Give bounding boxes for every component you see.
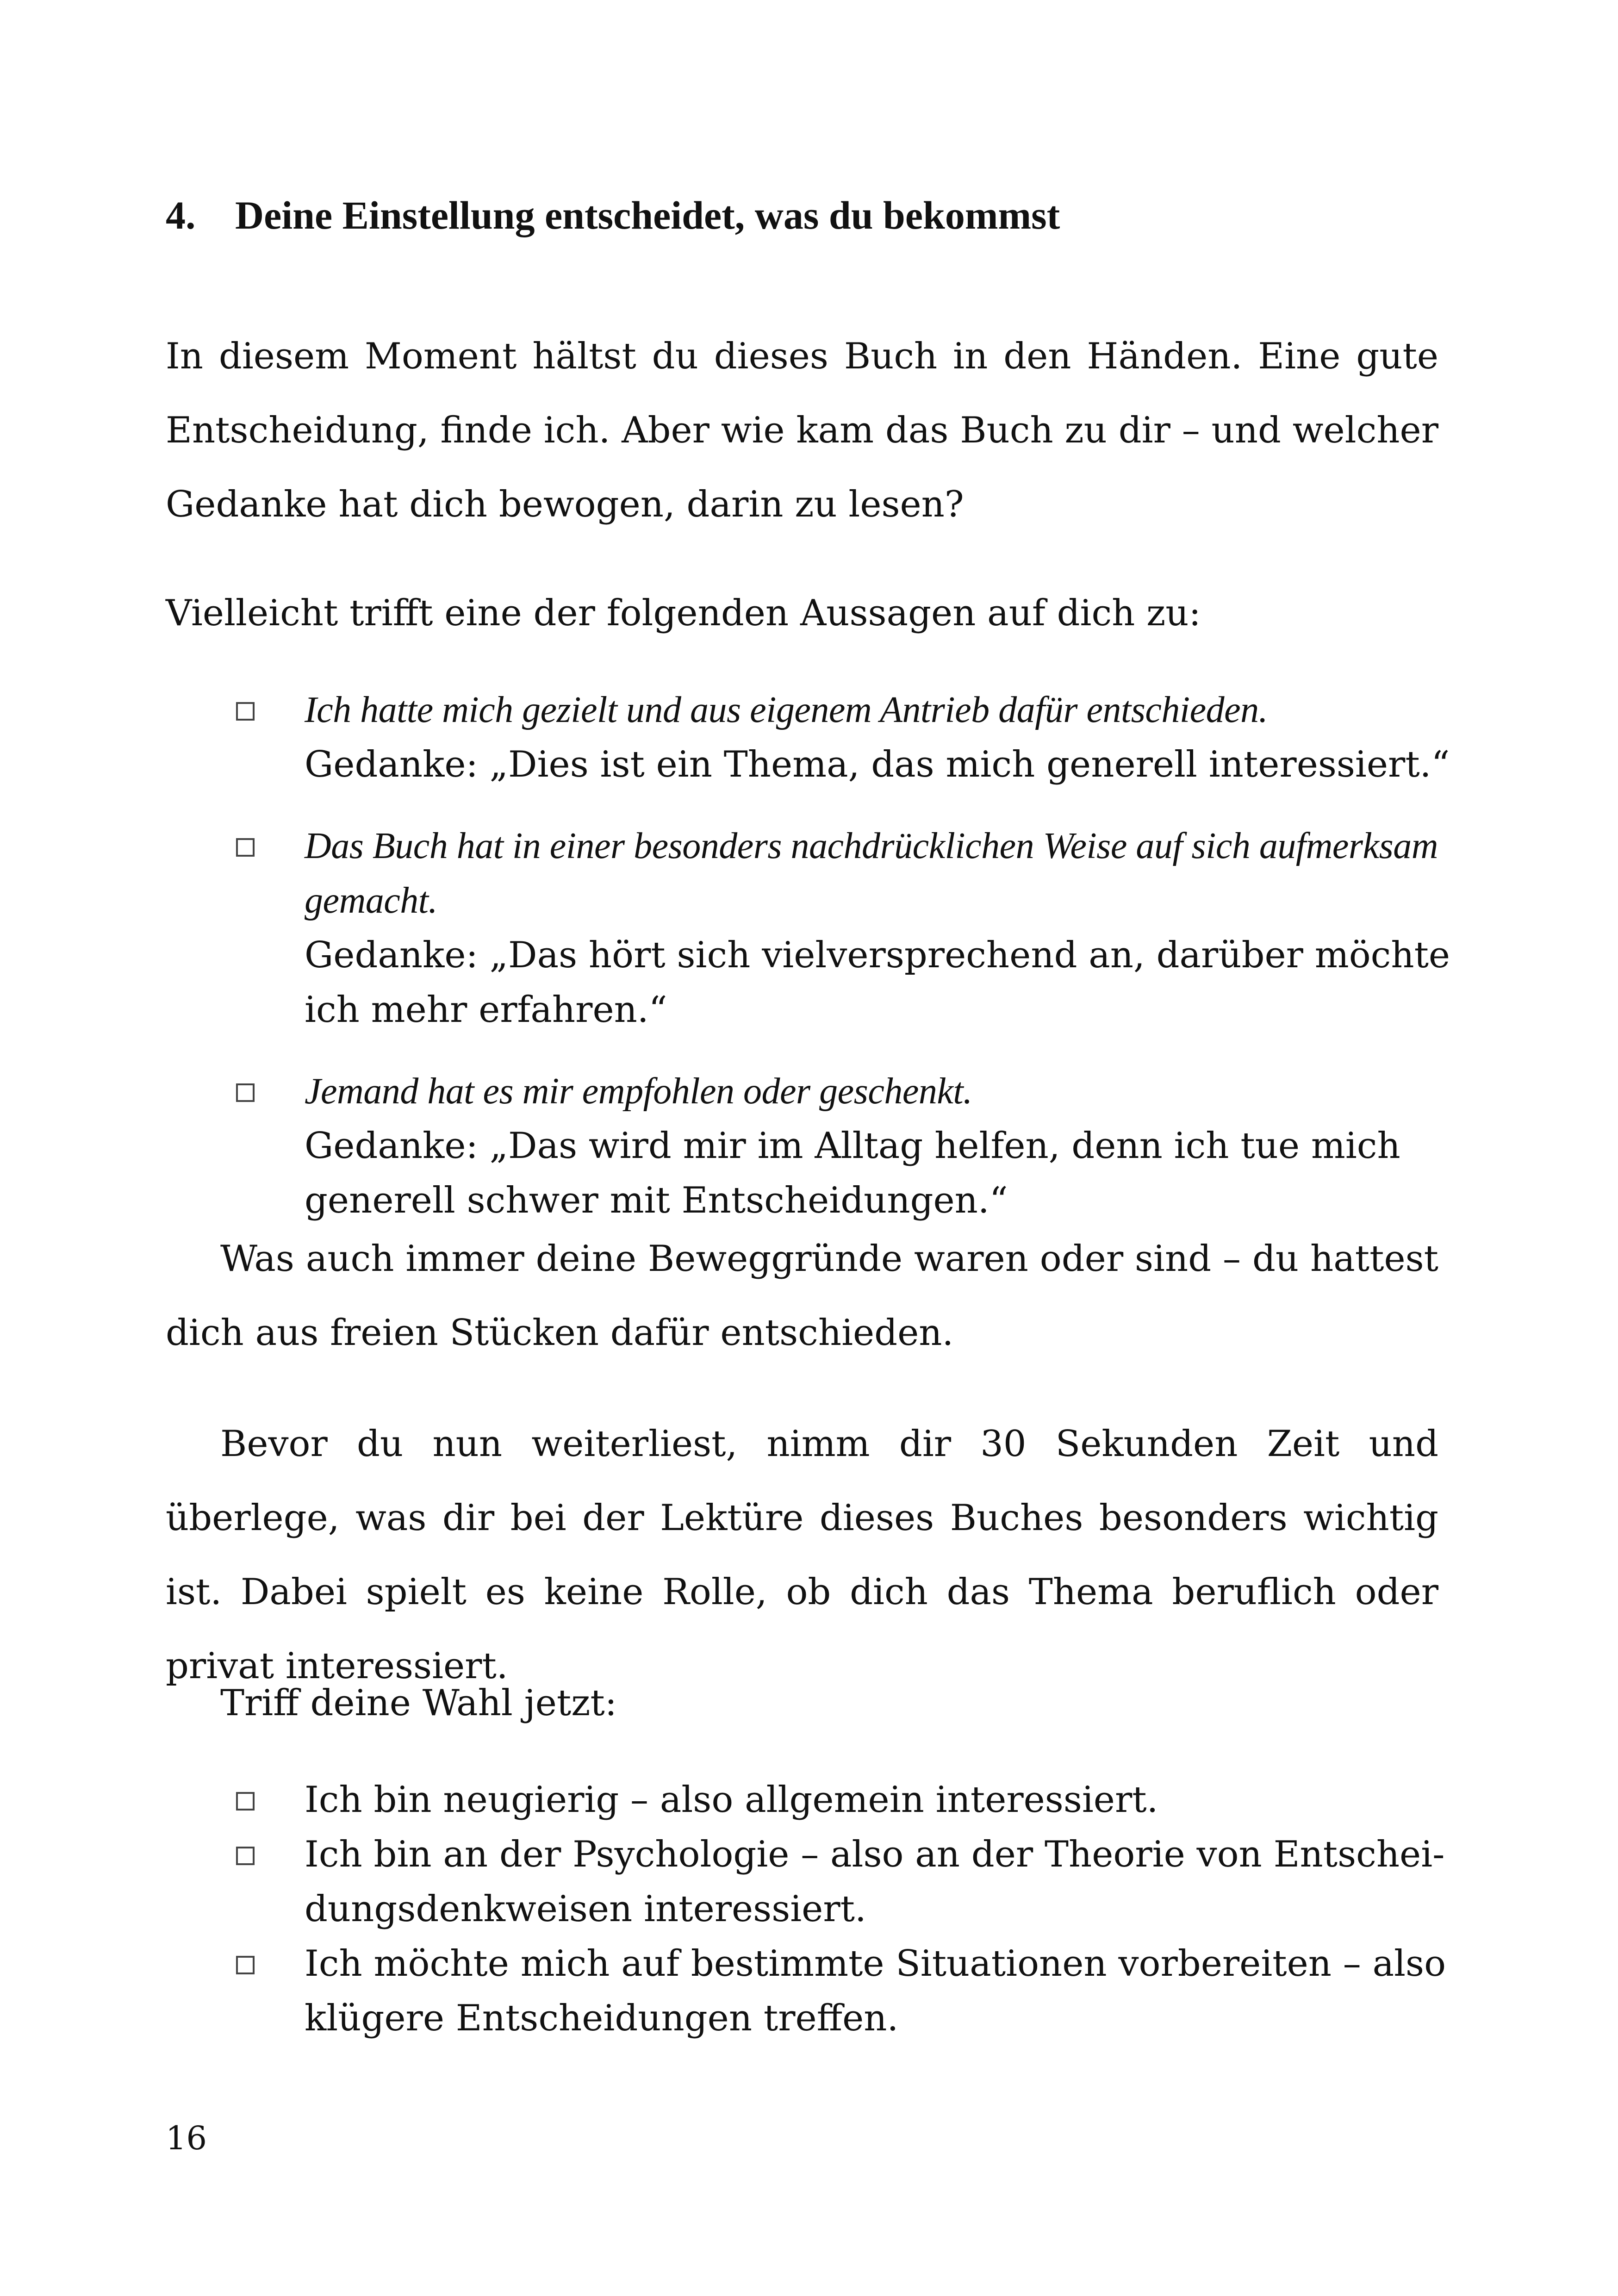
before-reading-paragraph: Bevor du nun weiterliest, nimm dir 30 Sekunden Zeit und überlege, was dir bei der Lektüre dieses Buches besonders wichtig ist. Dabei spielt es keine Rolle, ob dich das Thema beruflich oder privat interessiert. — [166, 1423, 1438, 1687]
choice-item — [231, 1936, 1453, 2046]
chapter-heading — [166, 190, 1462, 241]
chapter-number: 4. — [166, 193, 196, 237]
checkbox[interactable] — [236, 1083, 255, 1102]
choice-text: Ich bin neugierig – also allgemein interessiert. — [305, 1779, 1158, 1821]
choice-prompt: Triff deine Wahl jetzt: — [220, 1682, 617, 1724]
choice-checklist — [231, 1773, 1453, 2046]
statement-item — [231, 1064, 1453, 1228]
checkbox[interactable] — [236, 1792, 255, 1811]
checkbox[interactable] — [236, 1847, 255, 1865]
page-number: 16 — [166, 2119, 207, 2157]
thought-text: Gedanke: „Das hört sich vielversprechend an, darüber möchte ich mehr erfahren.“ — [305, 934, 1450, 1031]
checkbox[interactable] — [236, 838, 255, 857]
choice-item — [231, 1827, 1453, 1936]
intro-paragraph: In diesem Moment hältst du dieses Buch in den Händen. Eine gute Entscheidung, finde ich. Aber wie kam das Buch zu dir – und welcher Gedanke hat dich bewogen, darin zu lesen? — [166, 336, 1438, 525]
thought-text: Gedanke: „Dies ist ein Thema, das mich generell interessiert.“ — [305, 744, 1450, 785]
question-paragraph: Vielleicht trifft eine der folgenden Aussagen auf dich zu: — [166, 592, 1201, 634]
choice-item — [231, 1773, 1453, 1827]
checkbox[interactable] — [236, 1956, 255, 1974]
checkbox[interactable] — [236, 702, 255, 721]
statement-text: Ich hatte mich gezielt und aus eigenem Antrieb dafür entschieden. — [305, 690, 1268, 730]
chapter-title: Deine Einstellung entscheidet, was du bekommst — [235, 193, 1060, 237]
statement-item — [231, 819, 1453, 1037]
statement-item — [231, 683, 1453, 792]
statement-checklist — [231, 683, 1453, 1228]
statement-text: Jemand hat es mir empfohlen oder geschenkt. — [305, 1071, 972, 1112]
statement-text: Das Buch hat in einer besonders nachdrücklichen Weise auf sich aufmerksam gemacht. — [305, 826, 1438, 921]
choice-text: Ich möchte mich auf bestimmte Situationen vorbereiten – also klügere Entscheidungen treffen. — [305, 1943, 1446, 2039]
thought-text: Gedanke: „Das wird mir im Alltag helfen, denn ich tue mich generell schwer mit Entscheidungen.“ — [305, 1125, 1400, 1221]
choice-text: Ich bin an der Psychologie – also an der Theorie von Entscheidungsdenkweisen interessiert. — [305, 1834, 1445, 1930]
motives-paragraph: Was auch immer deine Beweggründe waren oder sind – du hattest dich aus freien Stücken dafür entschieden. — [166, 1238, 1438, 1354]
